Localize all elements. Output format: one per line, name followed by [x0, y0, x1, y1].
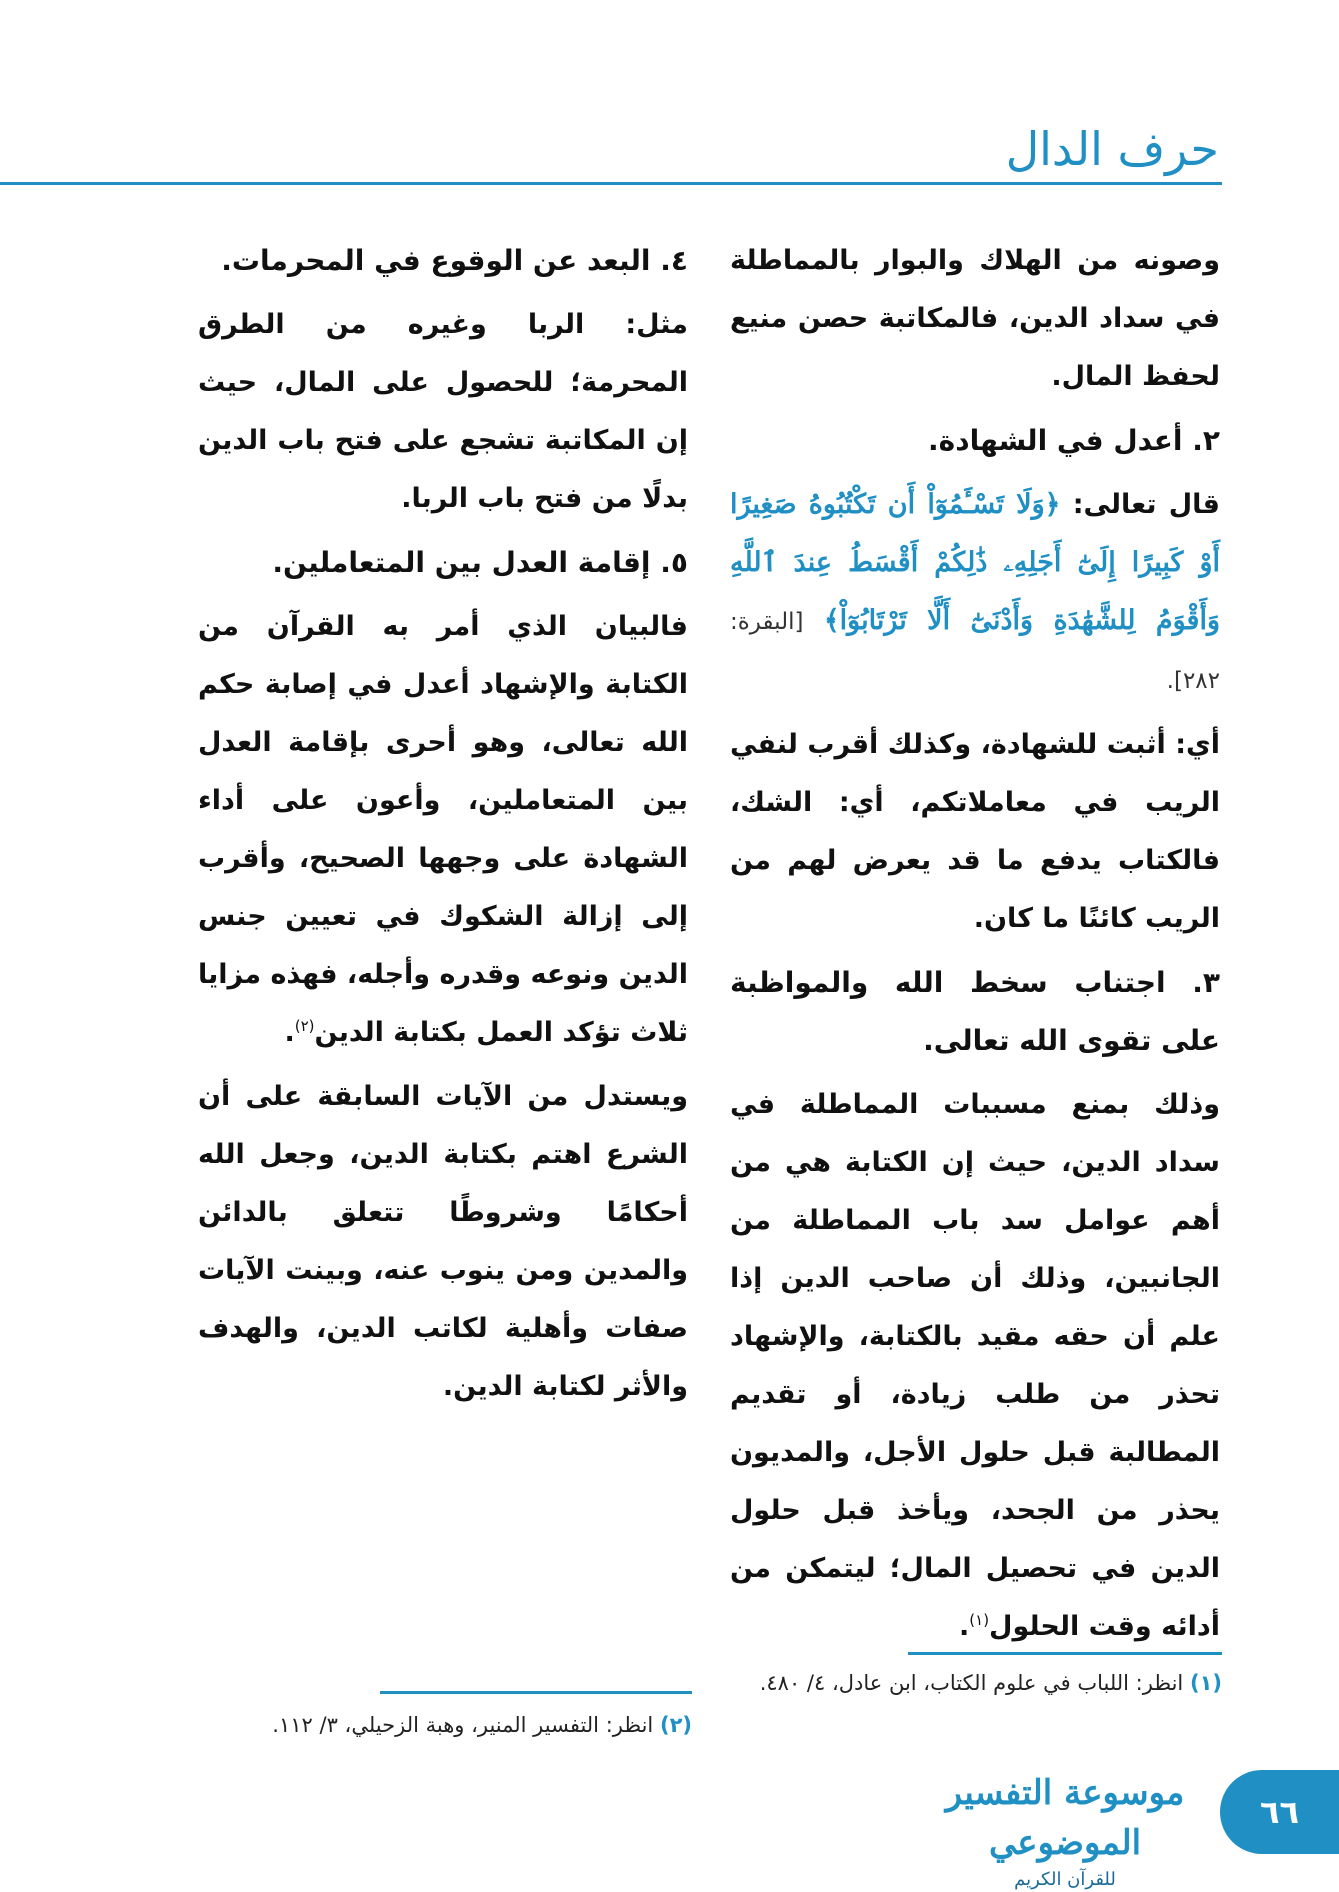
- paragraph-4: مثل: الربا وغيره من الطرق المحرمة؛ للحصول على المال، حيث إن المكاتبة تشجع على فتح باب الدين بدلًا من فتح باب الربا.: [198, 309, 688, 514]
- quran-verse: ﴿وَلَا تَسْـَٔمُوٓاْ أَن تَكْتُبُوهُ صَغِيرًا أَوْ كَبِيرًا إِلَىٰٓ أَجَلِهِۦ ذَٰلِكُمْ أَقْسَطُ عِندَ ٱللَّهِ وَأَقْوَمُ لِلشَّهَٰدَةِ وَأَدْنَىٰٓ أَلَّا تَرْتَابُوٓاْ﴾: [730, 489, 1220, 636]
- chapter-title: حرف الدال: [1005, 122, 1219, 176]
- header-rule: [0, 182, 1222, 185]
- footnote-2-text: انظر: التفسير المنير، وهبة الزحيلي، ٣/ ١١٢.: [272, 1713, 654, 1737]
- heading-item-2: ٢. أعدل في الشهادة.: [928, 424, 1220, 457]
- paragraph-6: ويستدل من الآيات السابقة على أن الشرع اهتم بكتابة الدين، وجعل الله أحكامًا وشروطًا تتعلق بالدائن والمدين ومن ينوب عنه، وبينت الآيات صفات وأهلية لكاتب الدين، والهدف والأثر لكتابة الدين.: [198, 1081, 688, 1402]
- paragraph-5-end: .: [284, 1017, 295, 1048]
- footnote-ref-1[interactable]: (١): [969, 1611, 990, 1629]
- paragraph-1: وصونه من الهلاك والبوار بالمماطلة في سداد الدين، فالمكاتبة حصن منيع لحفظ المال.: [730, 245, 1220, 392]
- footnote-1: [730, 1666, 1222, 1700]
- page-number: ٦٦: [1220, 1770, 1339, 1854]
- heading-item-3: ٣. اجتناب سخط الله والمواظبة على تقوى الله تعالى.: [730, 966, 1220, 1057]
- footnote-2: [190, 1708, 692, 1742]
- encyclopedia-logo: [930, 1768, 1200, 1890]
- quran-quote: [730, 476, 1220, 710]
- logo-main-text: موسوعة التفسير الموضوعي: [945, 1773, 1185, 1863]
- right-column: [730, 232, 1220, 1662]
- quran-reference: [البقرة: ٢٨٢].: [730, 609, 1220, 694]
- footnote-rule-left: [380, 1691, 692, 1694]
- footnote-2-number: (٢): [659, 1713, 692, 1737]
- footnote-ref-2[interactable]: (٢): [294, 1017, 315, 1035]
- paragraph-3: [730, 1076, 1220, 1656]
- heading-item-4: ٤. البعد عن الوقوع في المحرمات.: [221, 244, 688, 277]
- paragraph-2: أي: أثبت للشهادة، وكذلك أقرب لنفي الريب في معاملاتكم، أي: الشك، فالكتاب يدفع ما قد يعرض لهم من الريب كائنًا ما كان.: [730, 729, 1220, 934]
- quote-intro: قال تعالى:: [1072, 489, 1220, 520]
- logo-sub-text: للقرآن الكريم: [1014, 1869, 1116, 1890]
- paragraph-3-end: .: [959, 1611, 970, 1642]
- heading-item-5: ٥. إقامة العدل بين المتعاملين.: [272, 546, 688, 579]
- footnote-1-number: (١): [1189, 1671, 1222, 1695]
- paragraph-3-text: وذلك بمنع مسببات المماطلة في سداد الدين، حيث إن الكتابة هي من أهم عوامل سد باب المماطلة من الجانبين، وذلك أن صاحب الدين إذا علم أن حقه مقيد بالكتابة، والإشهاد تحذر من طلب زيادة، أو تقديم المطالبة قبل حلول الأجل، والمديون يحذر من الجحد، ويأخذ قبل حلول الدين في تحصيل المال؛ ليتمكن من أدائه وقت الحلول: [730, 1089, 1220, 1642]
- footnote-rule-right: [908, 1652, 1222, 1655]
- footnote-1-text: انظر: اللباب في علوم الكتاب، ابن عادل، ٤/ ٤٨٠.: [759, 1671, 1184, 1695]
- paragraph-5-text: فالبيان الذي أمر به القرآن من الكتابة والإشهاد أعدل في إصابة حكم الله تعالى، وهو أحرى بإقامة العدل بين المتعاملين، وأعون على أداء الشهادة على وجهها الصحيح، وأقرب إلى إزالة الشكوك في تعيين جنس الدين ونوعه وقدره وأجله، فهذه مزايا ثلاث تؤكد العمل بكتابة الدين: [198, 611, 688, 1048]
- left-column: [198, 232, 688, 1422]
- paragraph-5: [198, 598, 688, 1062]
